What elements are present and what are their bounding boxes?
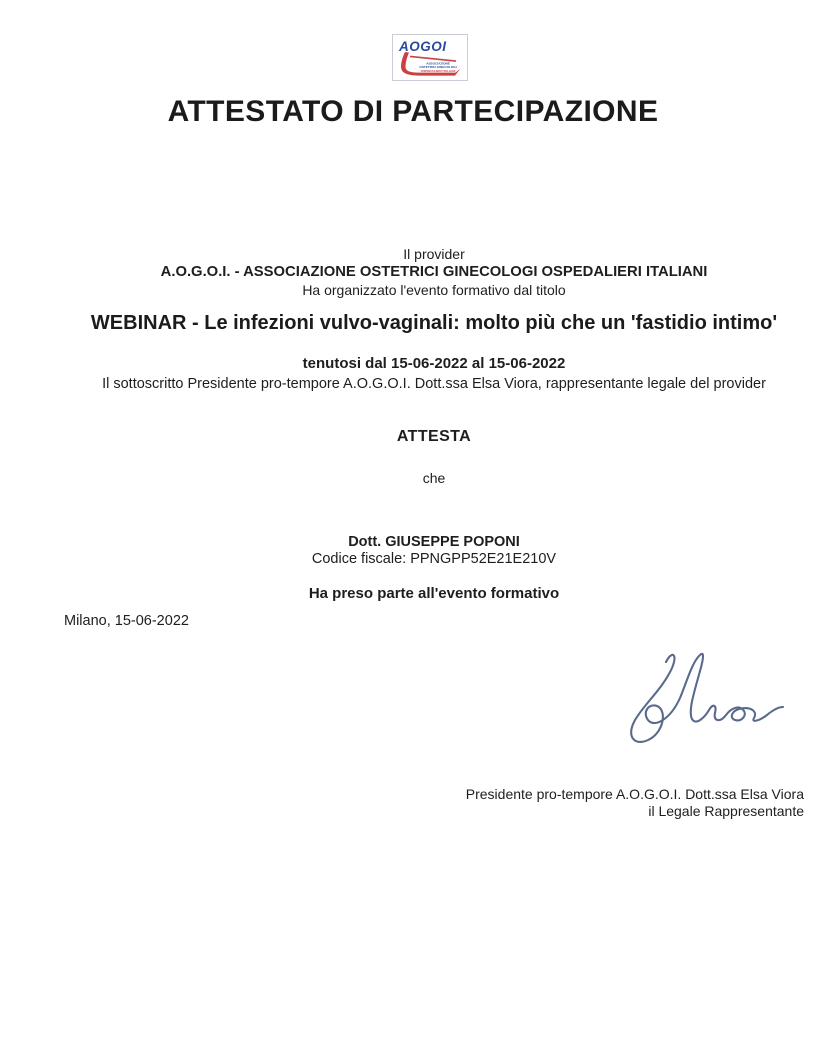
logo-acronym: AOGOI <box>399 39 447 54</box>
signature-stroke <box>631 654 783 742</box>
event-title: WEBINAR - Le infezioni vulvo-vaginali: molto più che un 'fastidio intimo' <box>90 312 778 334</box>
logo-subline-2: OSTETRICI GINECOLOGI <box>419 65 457 70</box>
signer-block <box>466 786 804 819</box>
aogoi-logo <box>392 34 468 81</box>
participant-block <box>24 534 840 567</box>
provider-intro: Il provider <box>403 246 465 262</box>
logo-subline-1: ASSOCIAZIONE <box>426 61 450 66</box>
event-dates: tenutosi dal 15-06-2022 al 15-06-2022 <box>302 355 566 372</box>
place-date: Milano, 15-06-2022 <box>64 613 189 629</box>
signer-name-line: Presidente pro-tempore A.O.G.O.I. Dott.ssa Elsa Viora <box>465 786 804 802</box>
aogoi-logo-icon <box>392 34 468 81</box>
che-text: che <box>422 470 446 486</box>
signer-role-line: il Legale Rappresentante <box>648 802 804 819</box>
logo-subline-3: OSPEDALIERI ITALIANI <box>420 69 456 73</box>
provider-name: A.O.G.O.I. - ASSOCIAZIONE OSTETRICI GINECOLOGI OSPEDALIERI ITALIANI <box>160 264 708 280</box>
participant-name: Dott. GIUSEPPE POPONI <box>348 534 520 550</box>
participation-statement: Ha preso parte all'evento formativo <box>308 585 560 602</box>
provider-block <box>24 245 840 299</box>
signature-icon <box>608 646 788 754</box>
provider-organized: Ha organizzato l'evento formativo dal titolo <box>302 282 566 298</box>
declaration-line: Il sottoscritto Presidente pro-tempore A.O.G.O.I. Dott.ssa Elsa Viora, rappresentante legale del provider <box>102 376 766 392</box>
certificate-title: ATTESTATO DI PARTECIPAZIONE <box>167 95 659 128</box>
attesta-heading: ATTESTA <box>396 428 472 445</box>
participant-fiscal-code: Codice fiscale: PPNGPP52E21E210V <box>311 550 557 567</box>
handwritten-signature <box>608 646 788 754</box>
